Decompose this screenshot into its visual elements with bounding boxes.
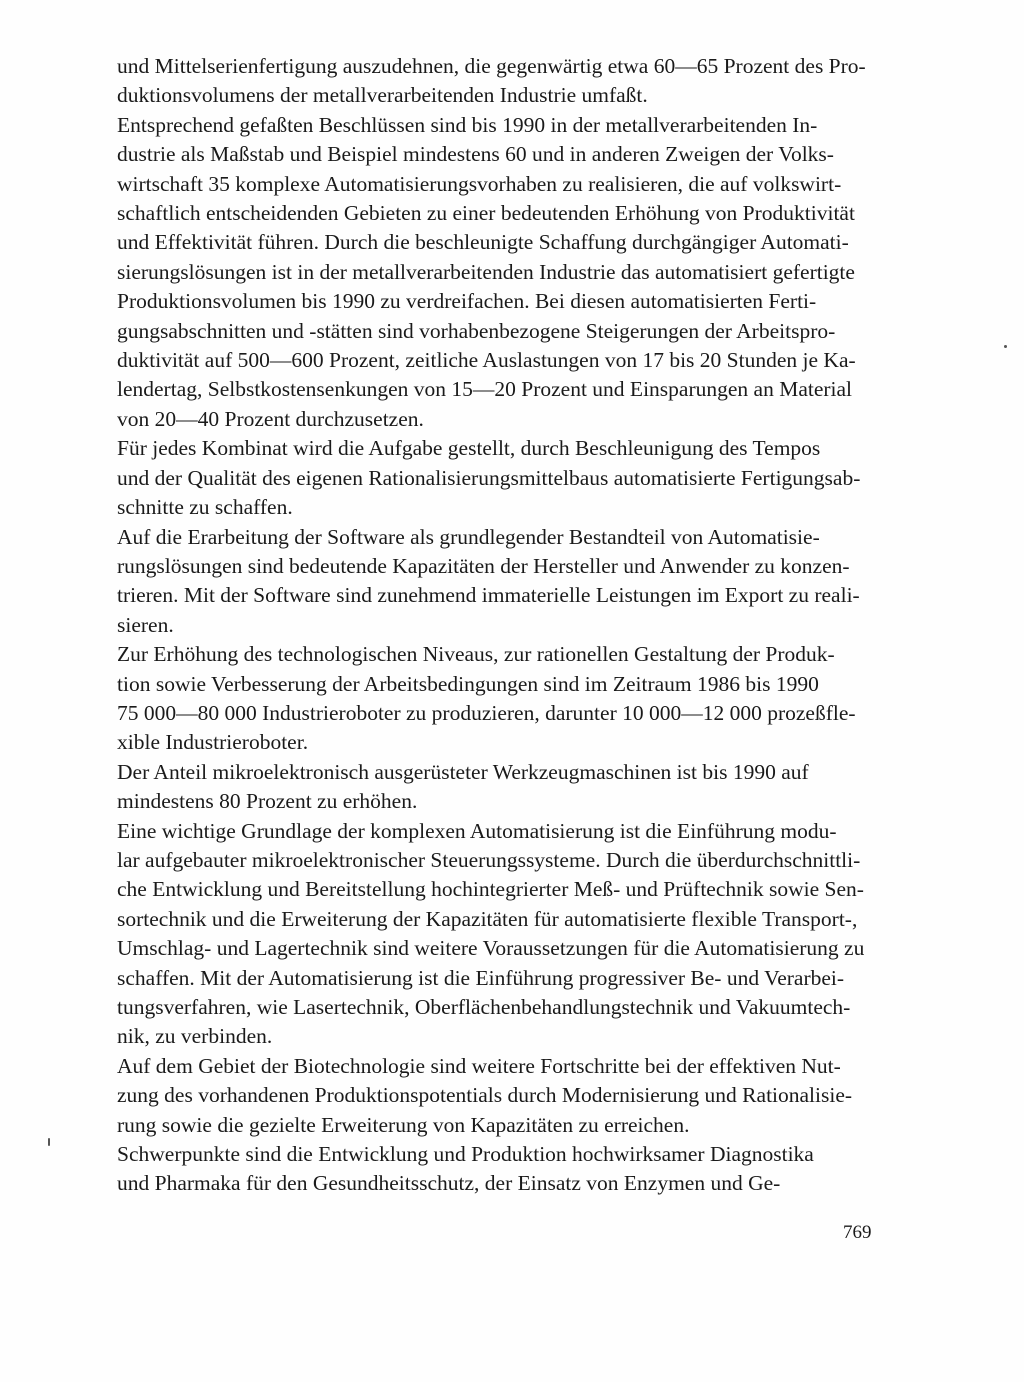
paragraph: Auf die Erarbeitung der Software als grundlegender Bestandteil von Automatisie- rungslösungen sind bedeutende Kapazitäten der Hersteller und Anwender zu konzen- trieren. Mit der Software sind zunehmend immaterielle Leistungen im Export zu reali- sieren. — [117, 524, 860, 637]
scan-speck — [48, 1138, 50, 1146]
paragraph: und Mittelserienfertigung auszudehnen, die gegenwärtig etwa 60—65 Prozent des Pro- duktionsvolumens der metallverarbeitenden Industrie umfaßt. — [117, 54, 866, 108]
paragraph: Schwerpunkte sind die Entwicklung und Produktion hochwirksamer Diagnostika und Pharmaka für den Gesundheitsschutz, der Einsatz von Enzymen und Ge- — [117, 1142, 814, 1196]
paragraph: Eine wichtige Grundlage der komplexen Automatisierung ist die Einführung modu- lar aufgebauter mikroelektronischer Steuerungssysteme. Durch die überdurchschnittli- che Entwicklung und Bereitstellung hochintegrierter Meß- und Prüftechnik sowie Sen- sortechnik und die Erweiterung der Kapazitäten für automatisierte flexible Transport-, Umschlag- und Lagertechnik sind weitere Voraussetzungen für die Automatisierung zu schaffen. Mit der Automatisierung ist die Einführung progressiver Be- und Verarbei- tungsverfahren, wie Lasertechnik, Oberflächenbehandlungstechnik und Vakuumtech- nik, zu verbinden. — [117, 818, 865, 1049]
paragraph: Für jedes Kombinat wird die Aufgabe gestellt, durch Beschleunigung des Tempos und der Qualität des eigenen Rationalisierungsmittelbaus automatisierte Fertigungsab- schnitte zu schaffen. — [117, 436, 861, 520]
paragraph: Zur Erhöhung des technologischen Niveaus, zur rationellen Gestaltung der Produk- tion sowie Verbesserung der Arbeitsbedingungen sind im Zeitraum 1986 bis 1990 75 000—80 000 Industrieroboter zu produzieren, darunter 10 000—12 000 prozeßfle- xible Industrieroboter. — [117, 642, 856, 755]
scan-speck — [1004, 345, 1007, 348]
paragraph: Auf dem Gebiet der Biotechnologie sind weitere Fortschritte bei der effektiven Nut- zung des vorhandenen Produktionspotentials durch Modernisierung und Rationalisie- rung sowie die gezielte Erweiterung von Kapazitäten zu erreichen. — [117, 1053, 853, 1137]
page-number: 769 — [843, 1222, 872, 1243]
paragraph: Der Anteil mikroelektronisch ausgerüsteter Werkzeugmaschinen ist bis 1990 auf mindestens 80 Prozent zu erhöhen. — [117, 759, 809, 814]
body-text — [117, 52, 887, 1199]
paragraph: Entsprechend gefaßten Beschlüssen sind bis 1990 in der metallverarbeitenden In- dustrie als Maßstab und Beispiel mindestens 60 und in anderen Zweigen der Volks- wirtschaft 35 komplexe Automatisierungsvorhaben zu realisieren, die auf volkswirt- schaftlich entscheidenden Gebieten zu einer bedeutenden Erhöhung von Produktivität und Effektivität führen. Durch die beschleunigte Schaffung durchgängiger Automati- sierungslösungen ist in der metallverarbeitenden Industrie das automatisiert gefertigte Produktionsvolumen bis 1990 zu verdreifachen. Bei diesen automatisierten Ferti- gungsabschnitten und -stätten sind vorhabenbezogene Steigerungen der Arbeitspro- duktivität auf 500—600 Prozent, zeitliche Auslastungen von 17 bis 20 Stunden je Ka- lendertag, Selbstkostensenkungen von 15—20 Prozent und Einsparungen an Material von 20—40 Prozent durchzusetzen. — [117, 112, 856, 431]
